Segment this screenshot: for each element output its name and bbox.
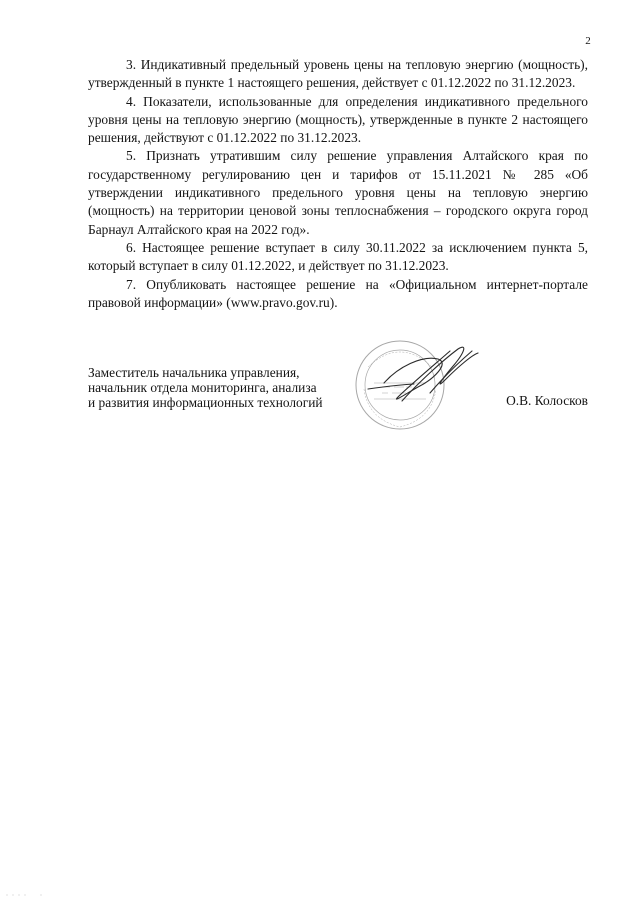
paragraph-5: 5. Признать утратившим силу решение управления Алтайского края по государственному регулированию цен и тарифов от 15.11.2021 № 285 «Об утверждении индикативного предельного уровня цены на тепловую энергию (мощность) на территории ценовой зоны теплоснабжения – городского округа город Барнаул Алтайского края на 2022 год». bbox=[88, 148, 588, 237]
signer-title-line: и развития информационных технологий bbox=[88, 395, 323, 410]
signature-block bbox=[88, 365, 588, 425]
paragraph-3: 3. Индикативный предельный уровень цены на тепловую энергию (мощность), утвержденный в пункте 1 настоящего решения, действует с 01.12.2022 по 31.12.2023. bbox=[88, 57, 588, 91]
paragraph-6: 6. Настоящее решение вступает в силу 30.11.2022 за исключением пункта 5, который вступает в силу 01.12.2022, и действует по 31.12.2023. bbox=[88, 239, 588, 274]
scan-artifact bbox=[5, 893, 45, 897]
stamp-and-signature bbox=[338, 327, 498, 442]
signer-name: О.В. Колосков bbox=[506, 393, 588, 408]
signer-title-line: начальник отдела мониторинга, анализа bbox=[88, 380, 317, 395]
page-number: 2 bbox=[585, 35, 591, 47]
resolution-text bbox=[88, 56, 588, 312]
paragraph-4: 4. Показатели, использованные для определения индикативного предельного уровня цены на тепловую энергию (мощность), утвержденные в пункте 2 настоящего решения, действуют с 01.12.2022 по 31.12.2023. bbox=[88, 93, 588, 146]
paragraph-7: 7. Опубликовать настоящее решение на «Официальном интернет-портале правовой информации» (www.pravo.gov.ru). bbox=[88, 276, 588, 310]
signer-title-line: Заместитель начальника управления, bbox=[88, 365, 300, 380]
